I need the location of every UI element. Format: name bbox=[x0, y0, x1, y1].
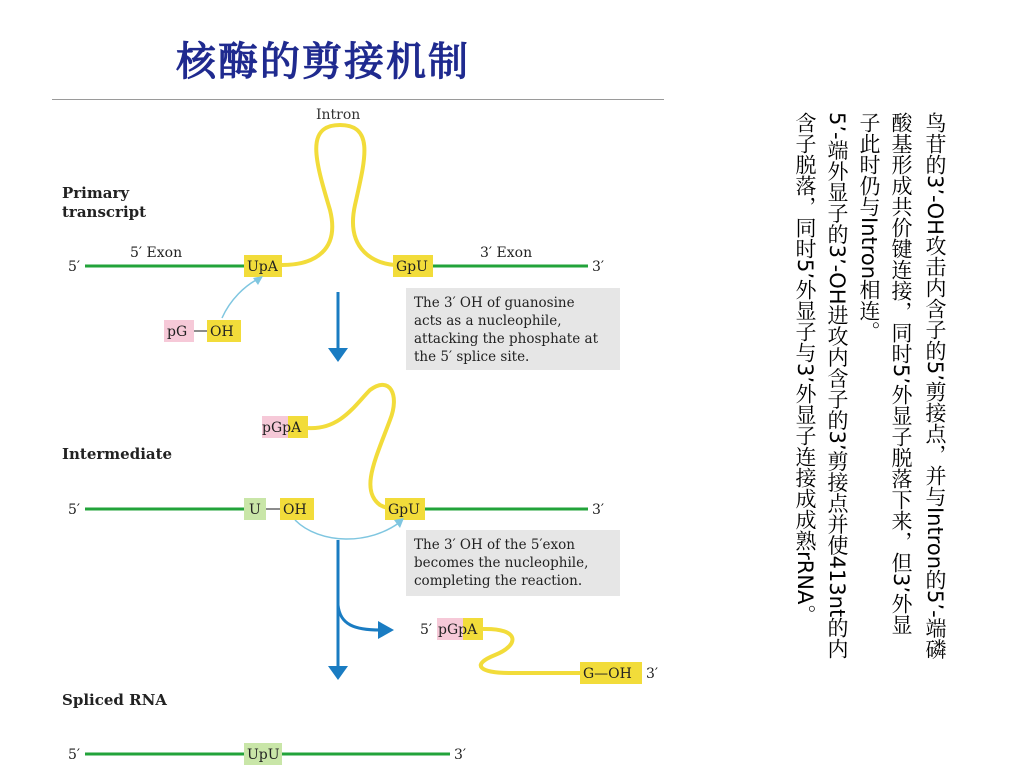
oh-label: OH bbox=[210, 324, 234, 340]
spliced-rna-label: Spliced RNA bbox=[62, 691, 167, 709]
lariat-end-5: 5′ bbox=[420, 622, 433, 638]
note2-line3: completing the reaction. bbox=[414, 573, 583, 589]
intermediate-label: Intermediate bbox=[62, 445, 173, 463]
end-5-intermediate: 5′ bbox=[68, 502, 81, 518]
explanation-col-3: 子此时仍与Intron相连。 bbox=[857, 112, 881, 343]
slide-title: 核酶的剪接机制 bbox=[176, 39, 470, 85]
nucleophile-arrow-2 bbox=[295, 520, 400, 539]
explanation-col-5: 含子脱落，同时5’外显子与3’外显子连接成成熟rRNA。 bbox=[793, 112, 817, 626]
note2-line1: The 3′ OH of the 5′exon bbox=[414, 537, 575, 553]
intermediate-gpu-label: GpU bbox=[388, 502, 420, 518]
upa-label: UpA bbox=[247, 259, 278, 275]
note1-line2: acts as a nucleophile, bbox=[414, 313, 562, 329]
explanation-col-1: 鸟苷的3’-OH攻击内含子的5’剪接点，并与Intron的5’-端磷 bbox=[923, 112, 947, 660]
down-arrow-2-head bbox=[328, 666, 348, 680]
exon3-label: 3′ Exon bbox=[480, 245, 533, 261]
upu-label: UpU bbox=[247, 747, 280, 763]
down-arrow-1-head bbox=[328, 348, 348, 362]
intron-label: Intron bbox=[316, 107, 361, 123]
primary-transcript-label-1: Primary bbox=[62, 184, 130, 202]
g-oh-label: G—OH bbox=[583, 666, 632, 682]
explanation-col-2: 酸基形成共价键连接，同时5’外显子脱落下来，但3’外显 bbox=[889, 112, 913, 636]
exon5-label: 5′ Exon bbox=[130, 245, 183, 261]
excised-intron bbox=[481, 629, 582, 673]
gpu-label: GpU bbox=[396, 259, 428, 275]
splicing-diagram bbox=[40, 100, 670, 768]
note1-line4: the 5′ splice site. bbox=[414, 349, 530, 365]
lariat-end-3: 3′ bbox=[646, 666, 659, 682]
intron-loop bbox=[282, 125, 398, 265]
pgpa-label: pGpA bbox=[262, 420, 302, 436]
note2-line2: becomes the nucleophile, bbox=[414, 555, 589, 571]
lariat-pgpa-label: pGpA bbox=[438, 622, 478, 638]
note1-line1: The 3′ OH of guanosine bbox=[414, 295, 575, 311]
end-5-spliced: 5′ bbox=[68, 747, 81, 763]
nucleophile-arrow-1 bbox=[222, 278, 260, 318]
intermediate-intron bbox=[308, 385, 394, 509]
end-3-primary: 3′ bbox=[592, 259, 605, 275]
branch-arrow bbox=[338, 605, 380, 630]
end-5-primary: 5′ bbox=[68, 259, 81, 275]
branch-arrow-head bbox=[378, 621, 394, 639]
primary-transcript-label-2: transcript bbox=[62, 203, 147, 221]
u-label: U bbox=[249, 502, 261, 518]
explanation-col-4: 5’-端外显子的3’-OH进攻内含子的3’剪接点并使413nt的内 bbox=[825, 112, 849, 660]
end-3-spliced: 3′ bbox=[454, 747, 467, 763]
pg-label: pG bbox=[167, 324, 188, 340]
intermediate-oh-label: OH bbox=[283, 502, 307, 518]
note1-line3: attacking the phosphate at bbox=[414, 331, 598, 347]
end-3-intermediate: 3′ bbox=[592, 502, 605, 518]
